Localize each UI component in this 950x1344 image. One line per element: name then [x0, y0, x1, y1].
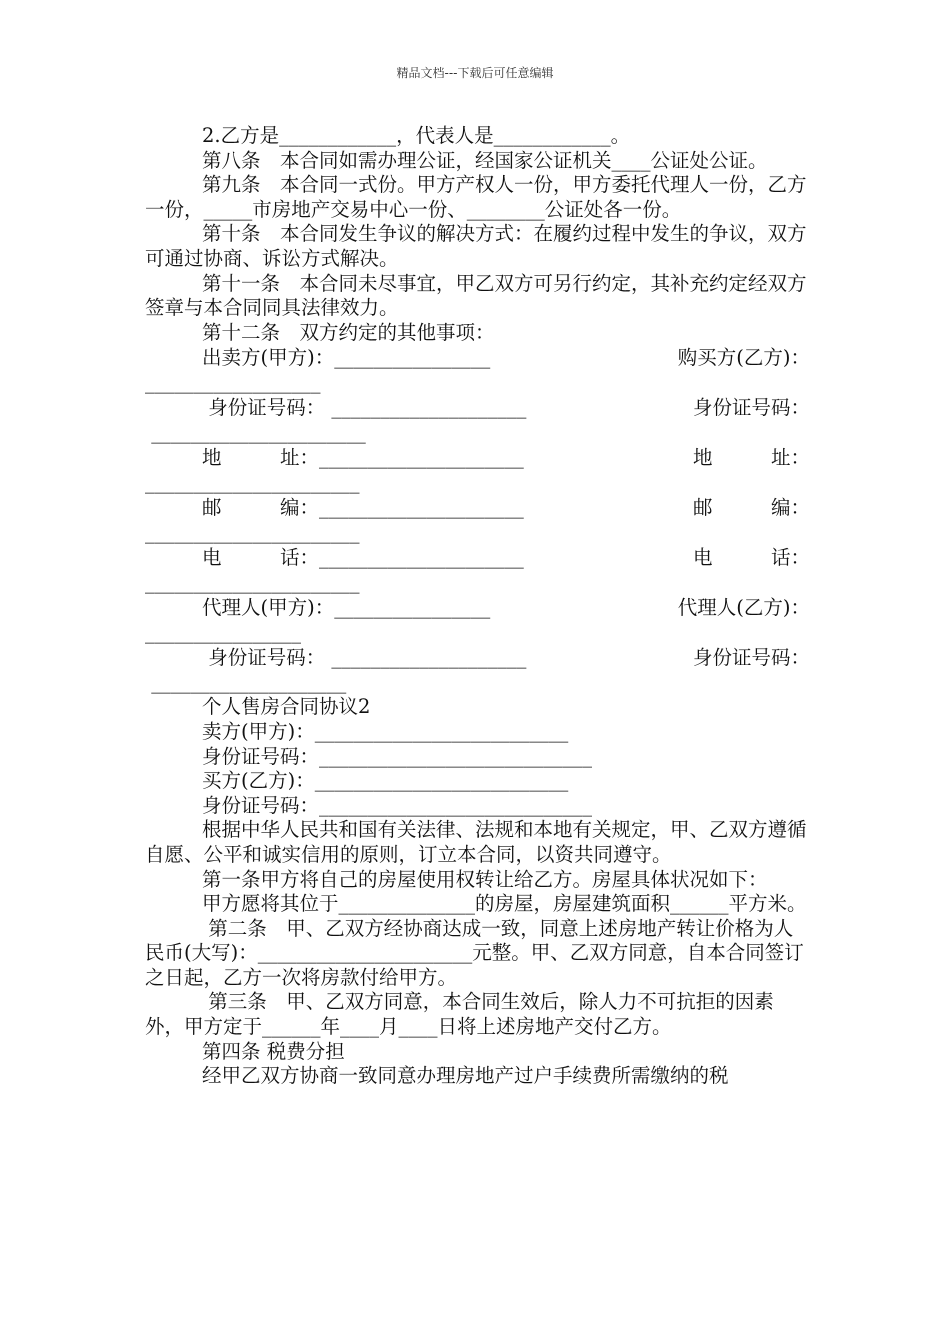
- seller-phone-field: 电 话：_____________________: [202, 546, 524, 570]
- paragraph: 第十一条 本合同未尽事宜，甲乙双方可另行约定，其补充约定经双方签章与本合同同具法律效力。: [145, 271, 807, 320]
- buyer-signature-field: 购买方(乙方)：: [677, 346, 810, 370]
- signature-line: __________________: [145, 371, 321, 395]
- buyer-field: 买方(乙方)：__________________________: [202, 769, 569, 793]
- signature-block: [145, 345, 810, 695]
- seller-agent-field: 代理人(甲方)：________________: [202, 596, 491, 620]
- seller-postcode-field: 邮 编：_____________________: [202, 496, 524, 520]
- seller-agent-id-field: 身份证号码： ____________________: [202, 646, 527, 670]
- seller-field: 卖方(甲方)：__________________________: [202, 719, 569, 743]
- paragraph: 第四条 税费分担: [202, 1039, 345, 1063]
- signature-line: ______________________: [145, 471, 360, 495]
- buyer-id-field: 身份证号码：: [692, 396, 810, 420]
- signature-line: ______________________: [145, 421, 366, 445]
- paragraph: 第八条 本合同如需办理公证，经国家公证机关____公证处公证。: [202, 148, 768, 172]
- paragraph: 2.乙方是____________，代表人是____________。: [202, 124, 631, 147]
- paragraph: 第二条 甲、乙双方经协商达成一致，同意上述房地产转让价格为人民币(大写)：______________________元整。甲、乙双方同意，自本合同签订之日起，乙方一次将房款付给甲方。: [145, 916, 804, 989]
- buyer-agent-field: 代理人(乙方)：: [677, 596, 810, 620]
- signature-line: ______________________: [145, 571, 360, 595]
- signature-line: ____________________: [145, 671, 347, 695]
- seller-signature-field: 出卖方(甲方)：________________: [202, 346, 491, 370]
- paragraph: 第十条 本合同发生争议的解决方式：在履约过程中发生的争议，双方可通过协商、诉讼方式解决。: [145, 222, 807, 270]
- paragraph: 第十二条 双方约定的其他事项：: [202, 320, 495, 344]
- buyer-address-field: 地 址：: [692, 446, 810, 470]
- seller-id-field: 身份证号码：____________________________: [202, 744, 593, 768]
- buyer-agent-id-field: 身份证号码：: [692, 646, 810, 670]
- buyer-postcode-field: 邮 编：: [692, 496, 810, 520]
- seller-id-field: 身份证号码： ____________________: [202, 396, 527, 420]
- paragraph: 根据中华人民共和国有关法律、法规和本地有关规定，甲、乙双方遵循自愿、公平和诚实信用的原则，订立本合同，以资共同遵守。: [145, 818, 807, 866]
- page-header: 精品文档---下载后可任意编辑: [396, 66, 554, 80]
- section-title: 个人售房合同协议2: [202, 695, 371, 719]
- paragraph: 甲方愿将其位于______________的房屋，房屋建筑面积______平方米。: [202, 892, 807, 916]
- signature-line: ________________: [145, 621, 301, 645]
- buyer-id-field: 身份证号码：____________________________: [202, 793, 593, 817]
- paragraph: 第三条 甲、乙双方同意，本合同生效后，除人力不可抗拒的因素外，甲方定于______年____月____日将上述房地产交付乙方。: [145, 990, 774, 1039]
- signature-line: ______________________: [145, 521, 360, 545]
- paragraph: 经甲乙双方协商一致同意办理房地产过户手续费所需缴纳的税: [202, 1064, 729, 1088]
- paragraph: 第一条甲方将自己的房屋使用权转让给乙方。房屋具体状况如下：: [202, 867, 768, 891]
- seller-address-field: 地 址：_____________________: [202, 446, 524, 470]
- buyer-phone-field: 电 话：: [692, 546, 810, 570]
- paragraph: 第九条 本合同一式份。甲方产权人一份，甲方委托代理人一份，乙方一份，_____市房地产交易中心一份、________公证处各一份。: [145, 173, 807, 221]
- document-body: [145, 124, 810, 1089]
